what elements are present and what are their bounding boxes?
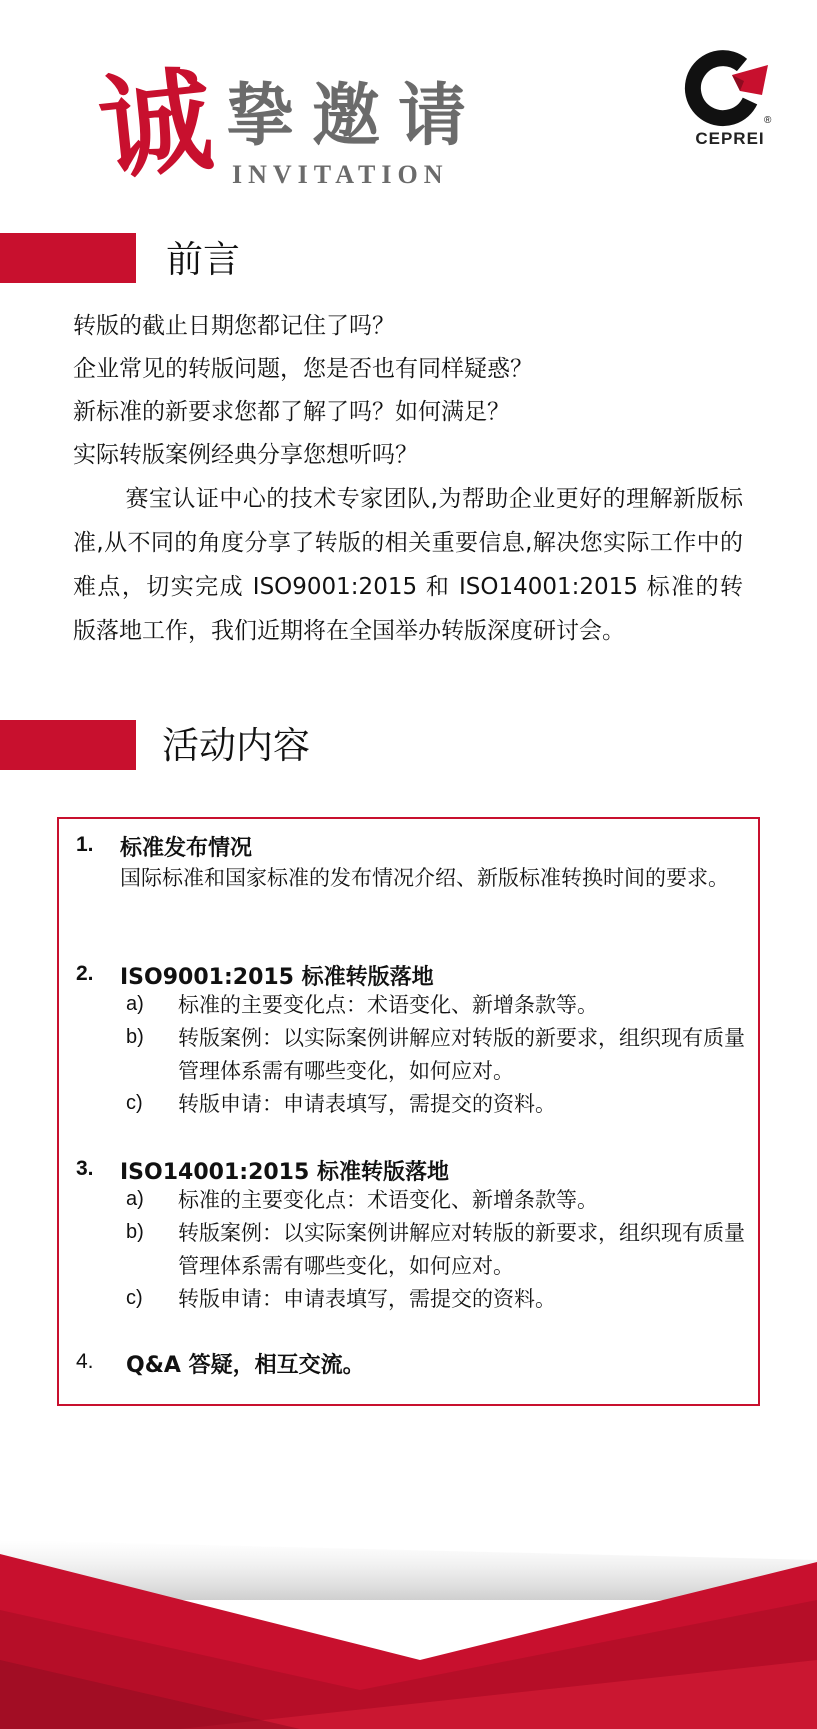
sub-item-letter: a) <box>126 1188 144 1210</box>
item-number: 3. <box>76 1157 94 1180</box>
sub-item-text: 转版案例：以实际案例讲解应对转版的新要求，组织现有质量管理体系需有哪些变化，如何应对。 <box>178 1026 745 1083</box>
title-char-cheng: 诚 <box>93 54 215 197</box>
section-bar-activities <box>0 720 136 770</box>
intro-line-3: 新标准的新要求您都了解了吗？如何满足？ <box>73 399 510 425</box>
sub-item-text: 转版申请：申请表填写，需提交的资料。 <box>178 1092 556 1116</box>
item-number: 2. <box>76 962 94 985</box>
sub-item-text: 转版案例：以实际案例讲解应对转版的新要求，组织现有质量管理体系需有哪些变化，如何应对。 <box>178 1221 745 1278</box>
sub-item-letter: c) <box>126 1287 143 1309</box>
intro-line-2: 企业常见的转版问题，您是否也有同样疑惑？ <box>73 356 533 382</box>
sub-item-letter: c) <box>126 1092 143 1114</box>
footer-decoration <box>0 1540 817 1729</box>
intro-line-1: 转版的截止日期您都记住了吗？ <box>73 313 395 339</box>
item-title: ISO14001:2015 标准转版落地 <box>120 1160 449 1185</box>
sub-item-text: 标准的主要变化点：术语变化、新增条款等。 <box>178 993 598 1017</box>
title-invitation-en: INVITATION <box>232 160 449 189</box>
sub-item-text: 标准的主要变化点：术语变化、新增条款等。 <box>178 1188 598 1212</box>
item-description: 国际标准和国家标准的发布情况介绍、新版标准转换时间的要求。 <box>120 866 729 890</box>
section-bar-preface <box>0 233 136 283</box>
intro-line-4: 实际转版案例经典分享您想听吗？ <box>73 442 418 468</box>
sub-item-letter: a) <box>126 993 144 1015</box>
intro-paragraph <box>73 477 743 653</box>
intro-paragraph-text: 赛宝认证中心的技术专家团队,为帮助企业更好的理解新版标准,从不同的角度分享了转版的相关重要信息,解决您实际工作中的难点，切实完成 ISO9001:2015 和 ISO14001:2015 标准的转版落地工作，我们近期将在全国举办转版深度研讨会。 <box>73 486 743 644</box>
section-title-preface: 前言 <box>166 238 240 281</box>
item-number: 4. <box>76 1350 94 1373</box>
sub-item-letter: b) <box>126 1221 144 1243</box>
sub-item-text: 转版申请：申请表填写，需提交的资料。 <box>178 1287 556 1311</box>
item-number: 1. <box>76 833 94 856</box>
title-invitation-cn: 挚邀请 <box>226 76 485 156</box>
ceprei-logo <box>680 45 780 155</box>
item-title: Q&A 答疑，相互交流。 <box>126 1353 365 1378</box>
item-title: ISO9001:2015 标准转版落地 <box>120 965 434 990</box>
sub-item-letter: b) <box>126 1026 144 1048</box>
section-title-activities: 活动内容 <box>162 724 310 767</box>
item-title: 标准发布情况 <box>120 836 253 861</box>
registered-mark: ® <box>764 115 772 126</box>
logo-text: CEPREI <box>695 129 765 148</box>
